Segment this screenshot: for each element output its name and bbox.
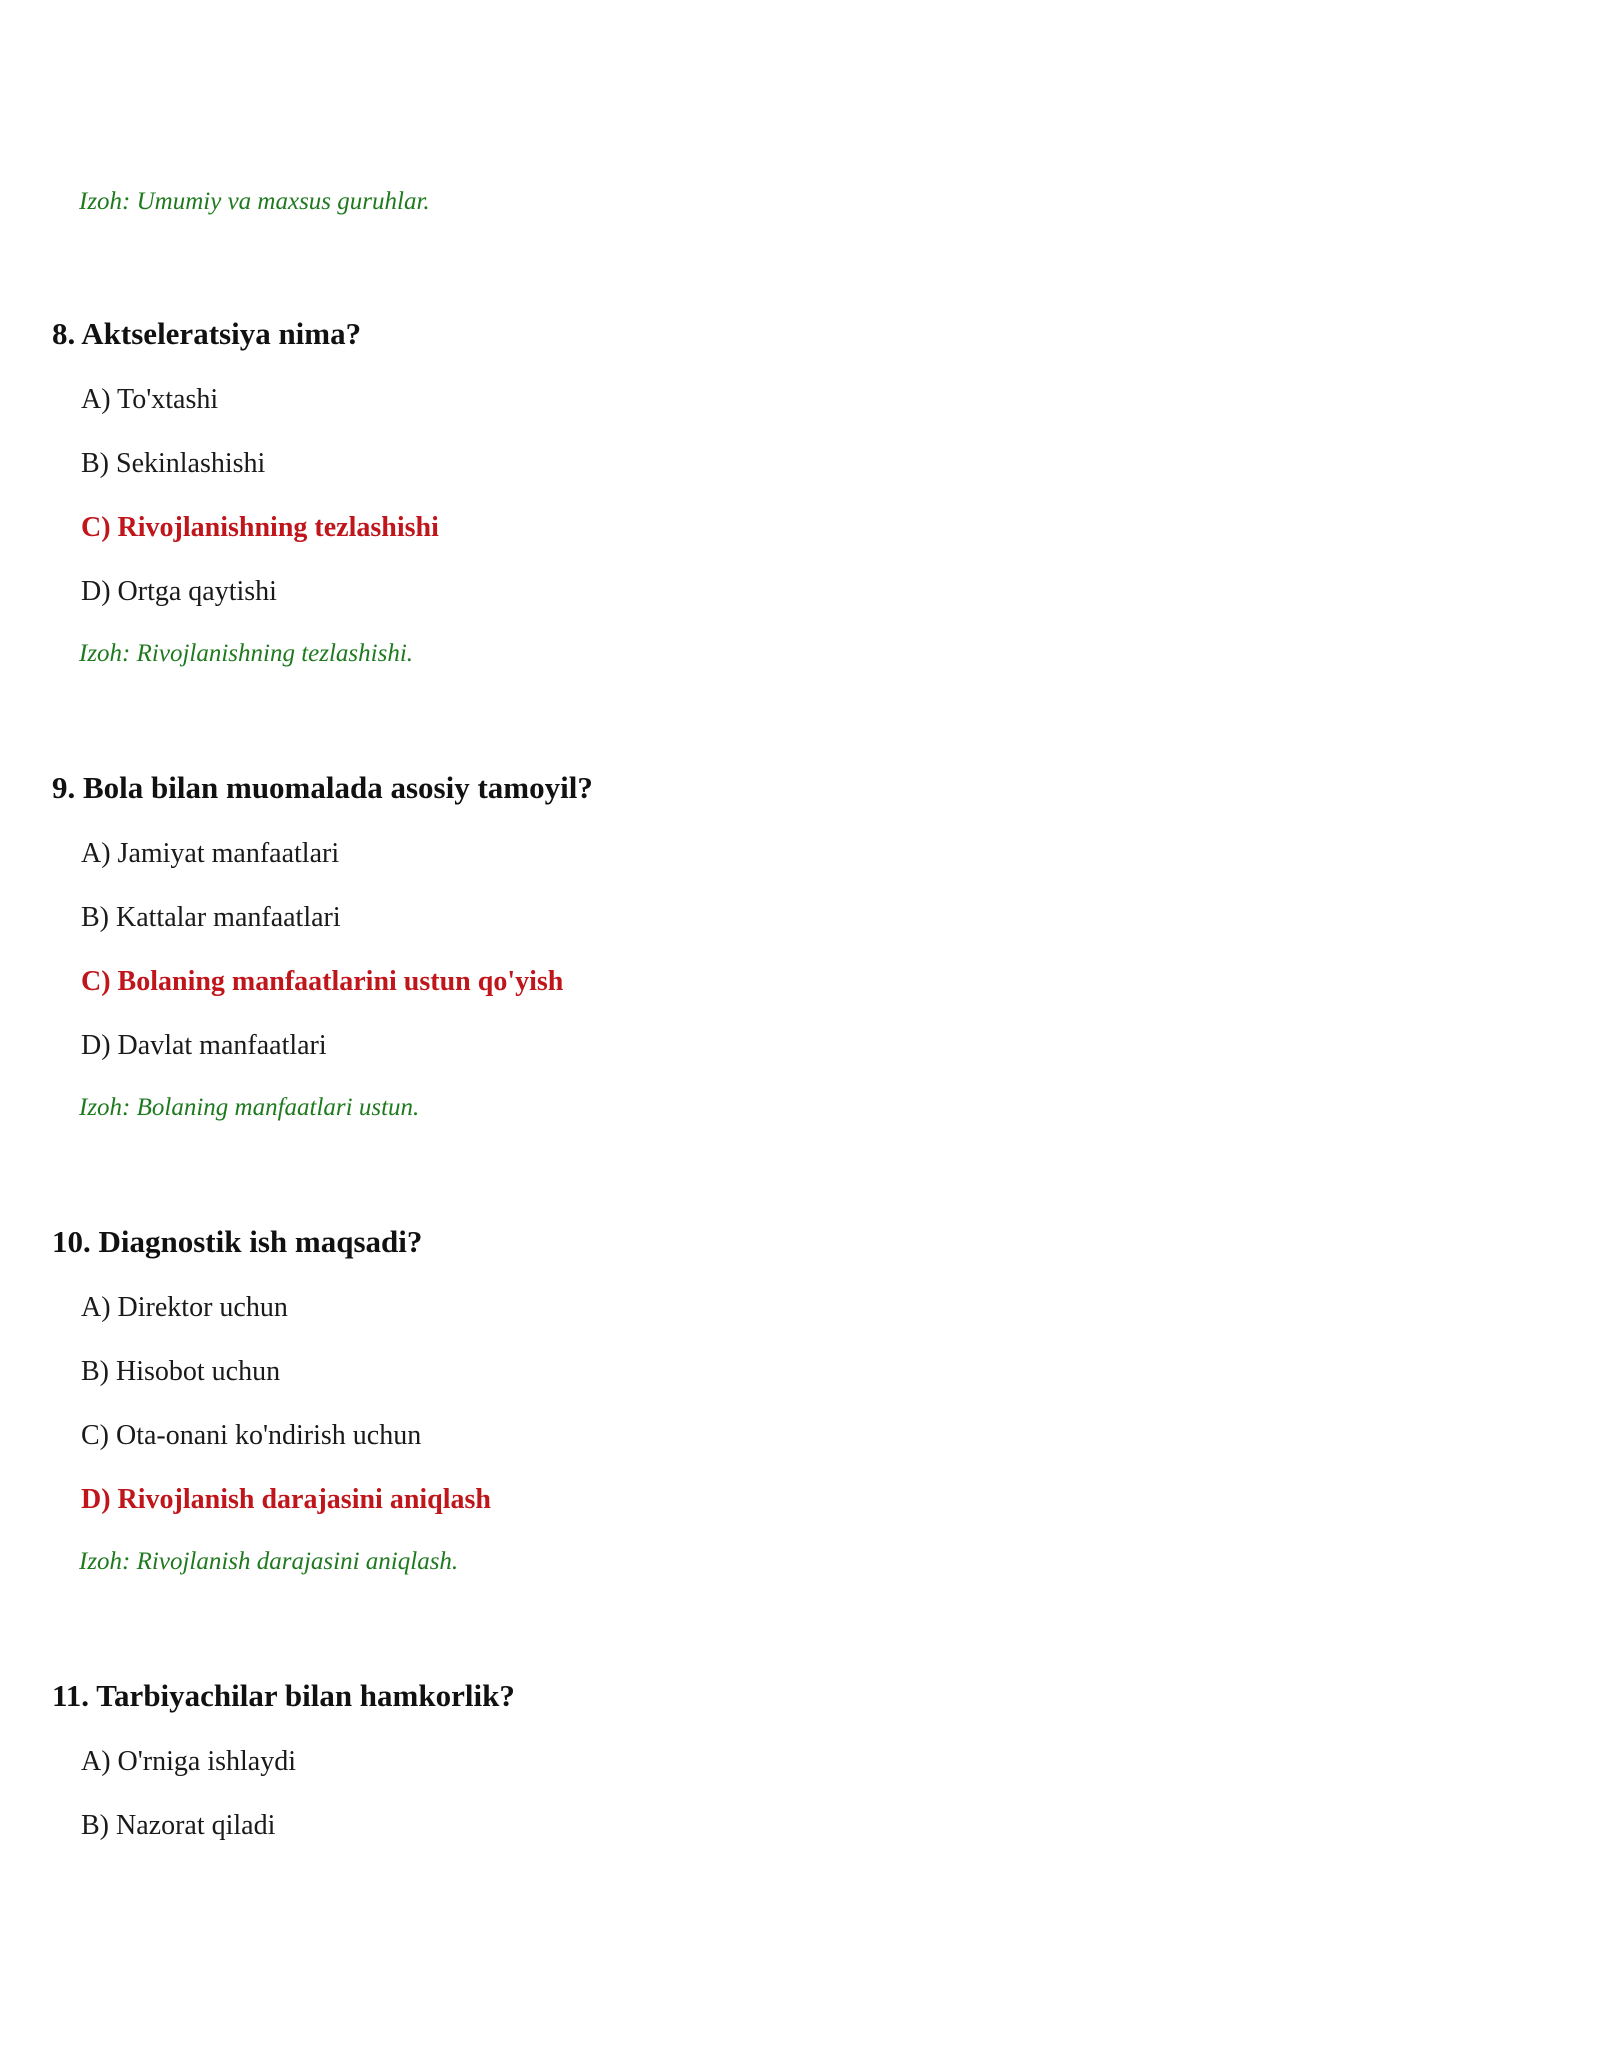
question-title: 10. Diagnostik ish maqsadi? [52,1224,423,1259]
explanation-note: Izoh: Bolaning manfaatlari ustun. [79,1094,420,1121]
answer-option: A) Jamiyat manfaatlari [81,838,340,869]
answer-option: B) Nazorat qiladi [81,1810,276,1841]
answer-option: B) Hisobot uchun [81,1356,281,1387]
answer-option: A) Direktor uchun [81,1292,288,1323]
answer-option: D) Davlat manfaatlari [81,1030,327,1061]
answer-option: B) Kattalar manfaatlari [81,902,341,933]
explanation-note: Izoh: Rivojlanish darajasini aniqlash. [79,1548,459,1575]
explanation-note: Izoh: Rivojlanishning tezlashishi. [79,640,414,667]
answer-option: B) Sekinlashishi [81,448,266,479]
question-title: 9. Bola bilan muomalada asosiy tamoyil? [52,770,593,805]
answer-option: C) Ota-onani ko'ndirish uchun [81,1420,422,1451]
question-title: 11. Tarbiyachilar bilan hamkorlik? [52,1678,515,1713]
answer-option: A) To'xtashi [81,384,219,415]
correct-answer-option: C) Bolaning manfaatlarini ustun qo'yish [81,966,564,997]
answer-option: D) Ortga qaytishi [81,576,277,607]
question-title: 8. Aktseleratsiya nima? [52,316,362,351]
correct-answer-option: C) Rivojlanishning tezlashishi [81,512,439,543]
answer-option: A) O'rniga ishlaydi [81,1746,297,1777]
explanation-note: Izoh: Umumiy va maxsus guruhlar. [79,188,430,215]
correct-answer-option: D) Rivojlanish darajasini aniqlash [81,1484,491,1515]
